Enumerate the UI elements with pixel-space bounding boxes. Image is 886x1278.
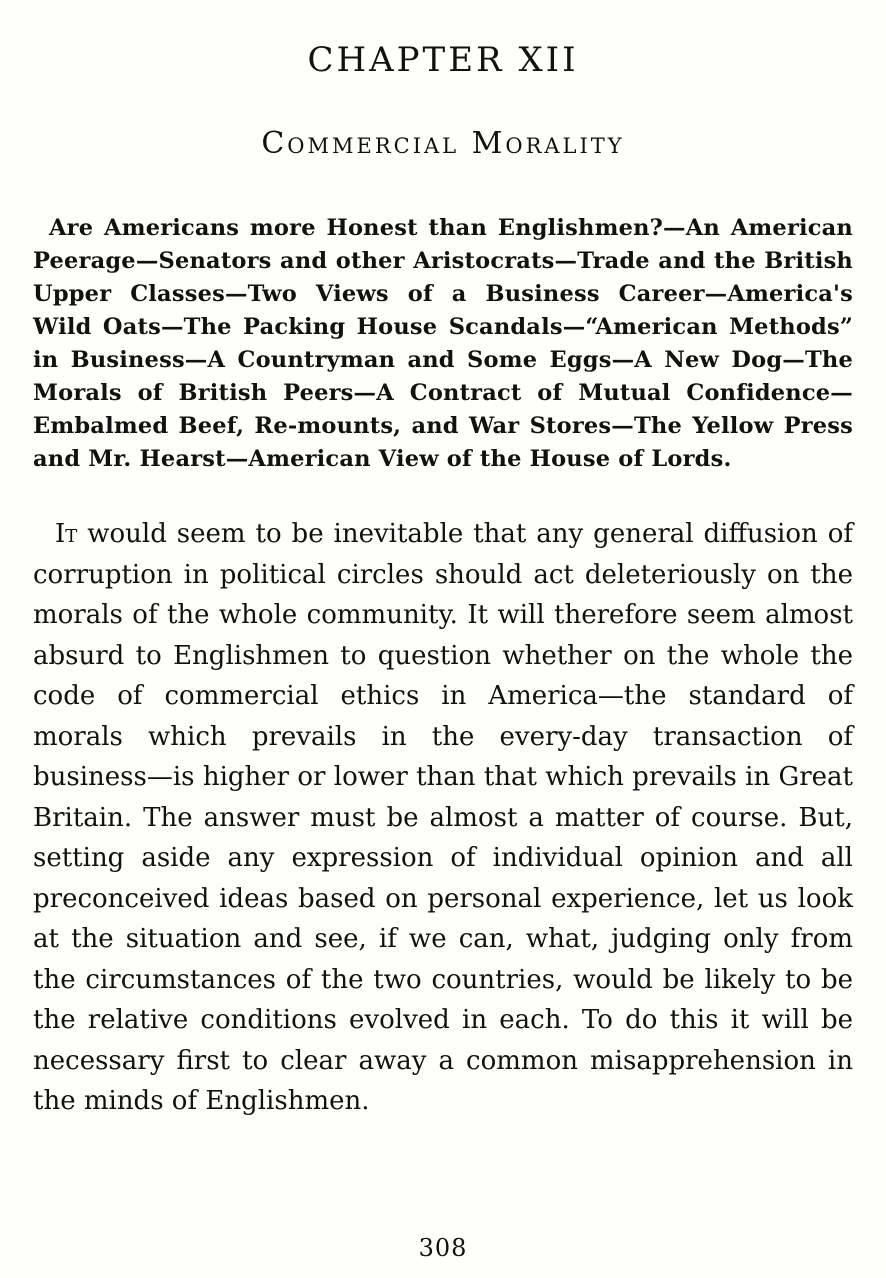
lead-word: It xyxy=(55,519,78,550)
chapter-heading: CHAPTER XII xyxy=(307,40,579,80)
chapter-summary: Are Americans more Honest than Englishmen?—An American Peerage—Senators and other Aristocrats—Trade and the British Upper Classes—Two Views of a Business Career—America's Wild Oats—The Packing House Scandals—“American Methods” in Business—A Countryman and Some Eggs—A New Dog—The Morals of British Peers—A Contract of Mutual Confidence—Embalmed Beef, Re-mounts, and War Stores—The Yellow Press and Mr. Hearst—American View of the House of Lords. xyxy=(33,215,853,473)
body-paragraph xyxy=(33,514,853,1122)
chapter-title: Commercial Morality xyxy=(261,126,625,162)
page-number: 308 xyxy=(418,1234,468,1262)
body-text: would seem to be inevitable that any general diffusion of corruption in political circles should act deleteriously on the morals of the whole community. It will therefore seem almost absurd to Englishmen to question whether on the whole the code of commercial ethics in America—the standard of morals which prevails in the every-day transaction of business—is higher or lower than that which prevails in Great Britain. The answer must be almost a matter of course. But, setting aside any expression of individual opinion and all preconceived ideas based on personal experience, let us look at the situation and see, if we can, what, judging only from the circumstances of the two countries, would be likely to be the relative conditions evolved in each. To do this it will be necessary first to clear away a common misapprehension in the minds of Englishmen. xyxy=(33,519,853,1117)
